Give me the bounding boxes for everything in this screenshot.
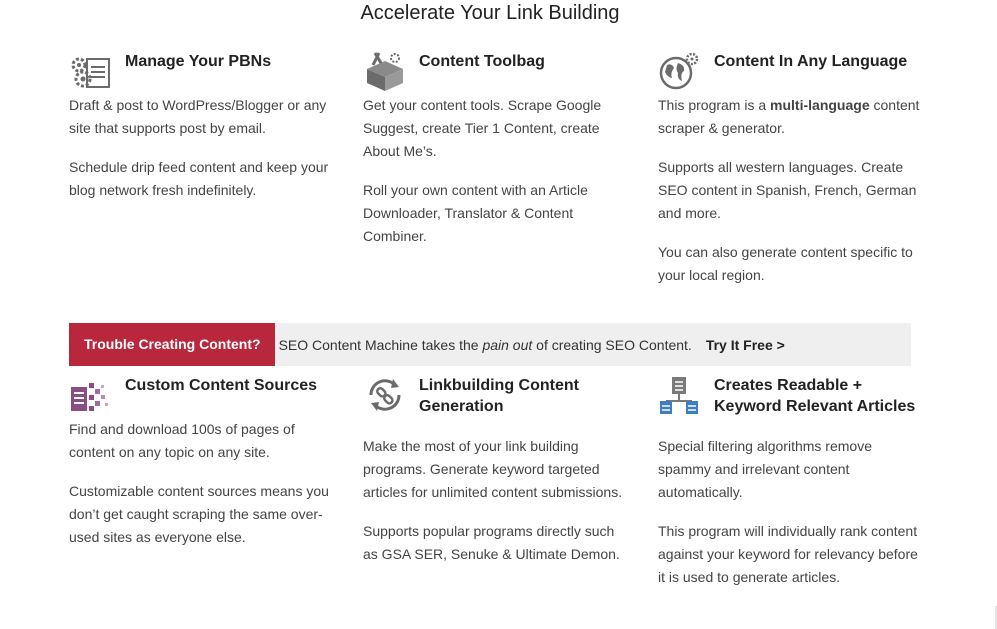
feature-title: Content Toolbag [419, 53, 545, 70]
feature-text: Special filtering algorithms remove spammy and irrelevant content automatically. [658, 438, 872, 500]
feature-text: Draft & post to WordPress/Blogger or any site that supports post by email. [69, 97, 327, 136]
feature-text: Supports popular programs directly such as GSA SER, Senuke & Ultimate Demon. [363, 523, 620, 562]
feature-title: Content In Any Language [714, 53, 908, 70]
feature-text: Make the most of your link building programs. Generate keyword targeted articles for unlimited content submissions. [363, 438, 623, 500]
feature-title: Linkbuilding Content Generation [419, 377, 579, 415]
feature-text: Roll your own content with an Article Downloader, Translator & Content Combiner. [363, 182, 588, 244]
feature-text: Find and download 100s of pages of content on any topic on any site. [69, 421, 295, 460]
feature-title: Custom Content Sources [125, 377, 318, 394]
toolbox-icon [363, 51, 407, 91]
feature-title: Creates Readable + Keyword Relevant Articles [714, 377, 916, 415]
document-tree-icon [658, 375, 702, 415]
page-title: Accelerate Your Link Building [360, 2, 620, 24]
feature-readable-articles [658, 375, 920, 615]
cta-banner [69, 323, 911, 366]
document-pixels-icon [69, 375, 113, 415]
feature-content-toolbag [363, 51, 625, 251]
feature-text: You can also generate content specific to your local region. [658, 244, 913, 283]
feature-linkbuilding-generation [363, 375, 625, 615]
feature-manage-pbns [69, 51, 331, 211]
feature-text: Supports all western languages. Create SEO content in Spanish, French, German and more. [658, 159, 917, 221]
feature-text: Customizable content sources means you don’t get caught scraping the same over-used sites as everyone else. [69, 483, 329, 545]
feature-custom-sources [69, 375, 331, 555]
banner-message: SEO Content Machine takes the pain out of creating SEO Content. [278, 336, 692, 353]
feature-text: Get your content tools. Scrape Google Suggest, create Tier 1 Content, create About Me’s. [363, 97, 602, 159]
globe-gear-icon [658, 51, 702, 91]
trouble-creating-content-button[interactable]: Trouble Creating Content? [69, 323, 275, 366]
try-it-free-link[interactable]: Try It Free > [705, 336, 785, 353]
feature-any-language [658, 51, 920, 291]
feature-text: This program will individually rank content against your keyword for relevancy before it is used to generate articles. [658, 523, 918, 585]
gears-document-icon [69, 51, 113, 91]
feature-text: Schedule drip feed content and keep your blog network fresh indefinitely. [69, 159, 329, 198]
link-cycle-icon [363, 375, 407, 415]
feature-text-multilanguage: This program is a multi-language content scraper & generator. [658, 97, 920, 136]
multi-language-emphasis: multi-language [770, 97, 870, 113]
feature-title: Manage Your PBNs [125, 53, 272, 70]
